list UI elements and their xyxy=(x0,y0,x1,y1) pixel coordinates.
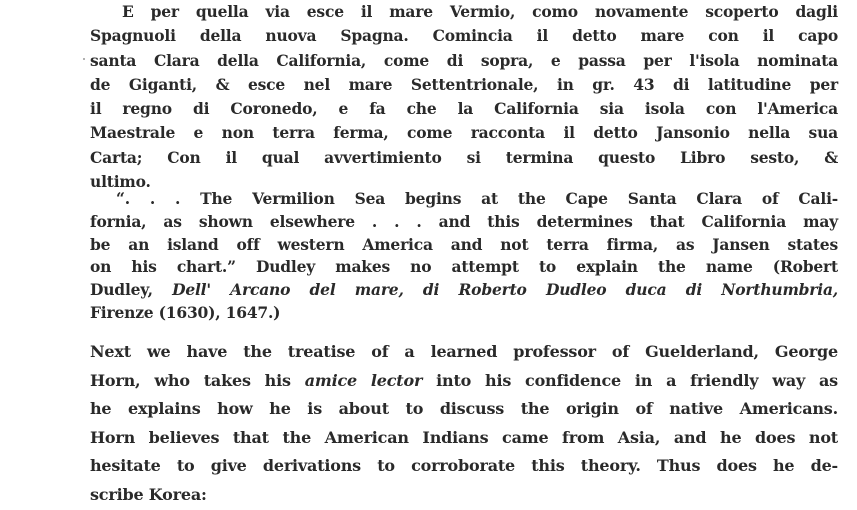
text-line: il regno di Coronedo, e fa che la California sia isola con l'America xyxy=(90,99,838,119)
text-segment: into his confidence in a friendly way as xyxy=(422,370,838,390)
text-line: “. . . The Vermilion Sea begins at the Cape Santa Clara of Cali- xyxy=(116,189,838,208)
text-line: ultimo. xyxy=(90,172,151,192)
text-line: Carta; Con il qual avvertimiento si termina questo Libro sesto, & xyxy=(90,147,838,167)
italian-quotation xyxy=(90,0,838,194)
english-translation xyxy=(90,188,838,325)
text-line: E per quella via esce il mare Vermio, como novamente scoperto dagli xyxy=(122,2,838,21)
text-segment: Horn, who takes his xyxy=(90,370,305,390)
text-line: santa Clara della California, come di sopra, e passa per l'isola nominata xyxy=(90,50,838,70)
text-line xyxy=(90,279,838,302)
text-line: Horn believes that the American Indians came from Asia, and he does not xyxy=(90,427,838,447)
text-line: fornia, as shown elsewhere . . . and this determines that California may xyxy=(90,211,838,231)
text-line: Next we have the treatise of a learned professor of Guelderland, George xyxy=(90,342,838,361)
text-line xyxy=(90,367,838,396)
text-line: he explains how he is about to discuss the origin of native Americans. xyxy=(90,399,838,419)
book-title: Dell' Arcano del mare, di Roberto Dudleo duca di Northumbria, xyxy=(172,280,839,300)
text-line: Firenze (1630), 1647.) xyxy=(90,302,281,322)
text-line: Spagnuoli della nuova Spagna. Comincia il detto mare con il capo xyxy=(90,26,838,46)
text-line: scribe Korea: xyxy=(90,484,207,504)
body-paragraph xyxy=(90,338,838,510)
text-line: on his chart.” Dudley makes no attempt to explain the name (Robert xyxy=(90,257,838,277)
text-line: Maestrale e non terra ferma, come racconta il detto Jansonio nella sua xyxy=(90,123,838,143)
text-line: hesitate to give derivations to corroborate this theory. Thus does he de- xyxy=(90,456,838,476)
text-line: de Giganti, & esce nel mare Settentrionale, in gr. 43 di latitudine per xyxy=(90,74,838,94)
text-segment: Dudley, xyxy=(90,280,173,300)
text-line: be an island off western America and not terra firma, as Jansen states xyxy=(90,234,838,254)
italic-phrase: amice lector xyxy=(304,370,423,390)
scan-speck xyxy=(83,58,85,60)
